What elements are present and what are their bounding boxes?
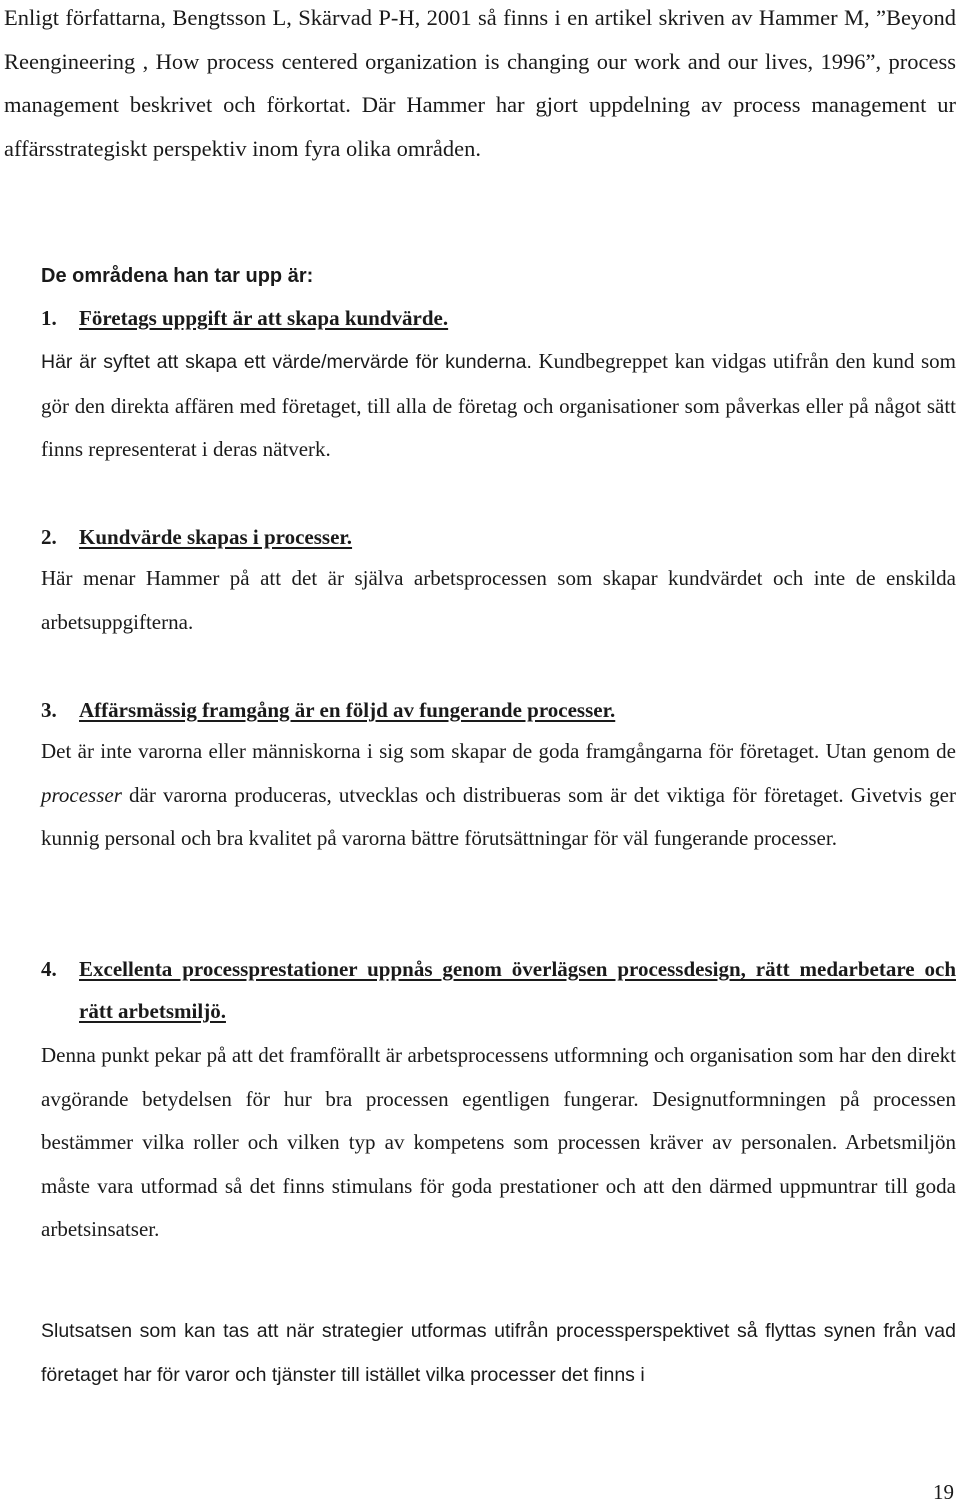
intro-paragraph: Enligt författarna, Bengtsson L, Skärvad P-H, 2001 så finns i en artikel skriven av Hammer M, ”Beyond Reengineering , How process centered organization is changing our work and our lives, 1996”, process management beskrivet och förkortat. Där Hammer har gjort uppdelning av process management ur affärsstrategiskt perspektiv inom fyra olika områden. [4,5,956,161]
item-3-number: 3. [41,698,57,722]
item-1-title [41,304,956,332]
item-3-text-after: där varorna produceras, utvecklas och distribueras som är det viktiga för företaget. Givetvis ger kunnig personal och bra kvalitet på varorna bättre förutsättningar för väl fungerande processer. [41,782,956,850]
areas-heading: De områdena han tar upp är: [41,265,314,287]
conclusion-paragraph: Slutsatsen som kan tas att när strategier utformas utifrån processperspektivet så flyttas synen från vad företaget har för varor och tjänster till istället vilka processer det finns i [41,1320,956,1386]
item-1-text: Kundbegreppet kan vidgas utifrån den kund som gör den direkta affären med företaget, till alla de företag och organisationer som påverkas eller på något sätt finns representerat i deras nätverk. [41,349,957,461]
item-1-body [41,340,956,472]
item-3-heading: Affärsmässig framgång är en följd av fungerande processer. [79,698,616,722]
item-2-title [41,523,956,551]
item-4-heading: Excellenta processprestationer uppnås genom överlägsen processdesign, rätt medarbetare och rätt arbetsmiljö. [79,957,956,1023]
item-1-heading: Företags uppgift är att skapa kundvärde. [79,306,449,330]
page-number: 19 [933,1480,954,1504]
item-4-body: Denna punkt pekar på att det framförallt är arbetsprocessens utformning och organisation som har den direkt avgörande betydelsen för hur bra processen egentligen fungerar. Designutformningen på processen bestämmer vilka roller och vilken typ av kompetens som processen kräver av personalen. Arbetsmiljön måste vara utformad så det finns stimulans för goda prestationer och att den därmed uppmuntrar till goda arbetsinsatser. [41,1043,956,1241]
item-4-title [41,948,956,1032]
item-3-body [41,730,956,861]
item-1-number: 1. [41,306,57,330]
item-2-heading: Kundvärde skapas i processer. [79,525,353,549]
item-2-body: Här menar Hammer på att det är själva arbetsprocessen som skapar kundvärdet och inte de enskilda arbetsuppgifterna. [41,566,956,634]
item-3-title [41,696,956,724]
item-3-text-before: Det är inte varorna eller människorna i sig som skapar de goda framgångarna för företaget. Utan genom de [41,739,956,763]
item-4-number: 4. [41,957,57,981]
item-1-lead: Här är syftet att skapa ett värde/mervärde för kunderna. [41,351,532,373]
item-2-number: 2. [41,525,57,549]
item-3-emphasis: processer [41,782,122,807]
